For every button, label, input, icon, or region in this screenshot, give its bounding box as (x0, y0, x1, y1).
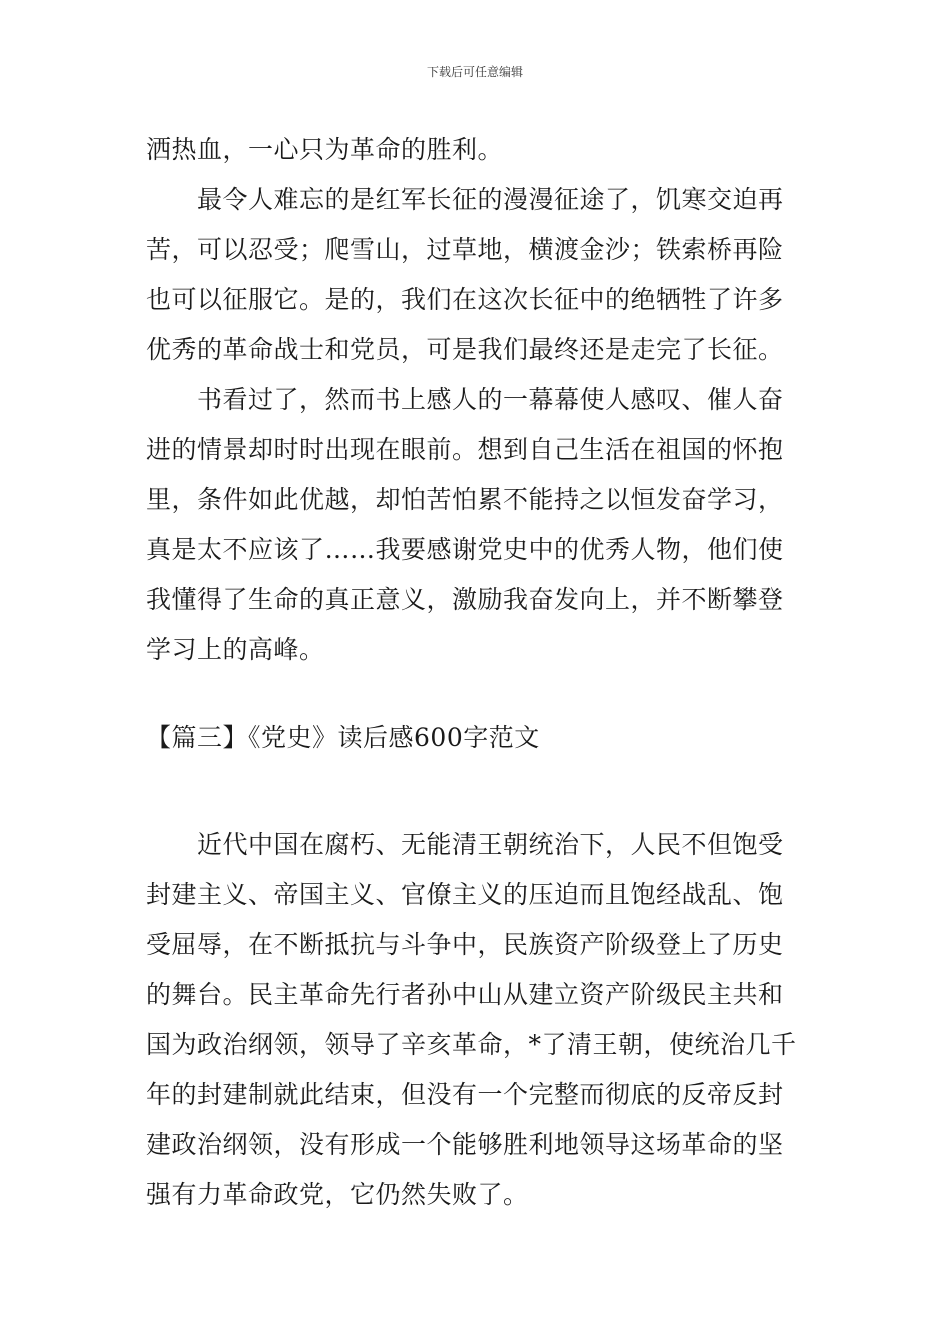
text-line: 洒热血，一心只为革命的胜利。 (146, 135, 504, 164)
paragraph-reflection (146, 375, 816, 675)
text-line: 我懂得了生命的真正意义，激励我奋发向上，并不断攀登 (146, 585, 784, 614)
text-line: 近代中国在腐朽、无能清王朝统治下，人民不但饱受 (197, 830, 784, 859)
paragraph-modern-china (146, 820, 816, 1220)
text-line: 里，条件如此优越，却怕苦怕累不能持之以恒发奋学习， (146, 485, 784, 514)
text-line: 苦，可以忍受；爬雪山，过草地，横渡金沙；铁索桥再险 (146, 235, 784, 264)
text-block-upper (146, 125, 816, 675)
text-line: 真是太不应该了……我要感谢党史中的优秀人物，他们使 (146, 535, 784, 564)
text-line: 的舞台。民主革命先行者孙中山从建立资产阶级民主共和 (146, 980, 784, 1009)
section-heading-text: 【篇三】《党史》读后感600字范文 (146, 723, 540, 752)
text-line: 受屈辱，在不断抵抗与斗争中，民族资产阶级登上了历史 (146, 930, 784, 959)
text-line: 书看过了，然而书上感人的一幕幕使人感叹、催人奋 (197, 385, 784, 414)
continued-paragraph (146, 125, 816, 175)
text-line: 国为政治纲领，领导了辛亥革命，*了清王朝，使统治几千 (146, 1030, 797, 1059)
text-line: 进的情景却时时出现在眼前。想到自己生活在祖国的怀抱 (146, 435, 784, 464)
section-heading (146, 713, 816, 763)
text-line: 强有力革命政党，它仍然失败了。 (146, 1180, 529, 1209)
paragraph-long-march (146, 175, 816, 375)
text-line: 封建主义、帝国主义、官僚主义的压迫而且饱经战乱、饱 (146, 880, 784, 909)
text-line: 也可以征服它。是的，我们在这次长征中的绝牺牲了许多 (146, 285, 784, 314)
text-line: 建政治纲领，没有形成一个能够胜利地领导这场革命的坚 (146, 1130, 784, 1159)
header-text: 下载后可任意编辑 (426, 65, 523, 79)
text-line: 最令人难忘的是红军长征的漫漫征途了，饥寒交迫再 (197, 185, 784, 214)
text-line: 年的封建制就此结束，但没有一个完整而彻底的反帝反封 (146, 1080, 784, 1109)
text-line: 学习上的高峰。 (146, 635, 325, 664)
text-line: 优秀的革命战士和党员，可是我们最终还是走完了长征。 (146, 335, 784, 364)
page-header (0, 64, 950, 80)
